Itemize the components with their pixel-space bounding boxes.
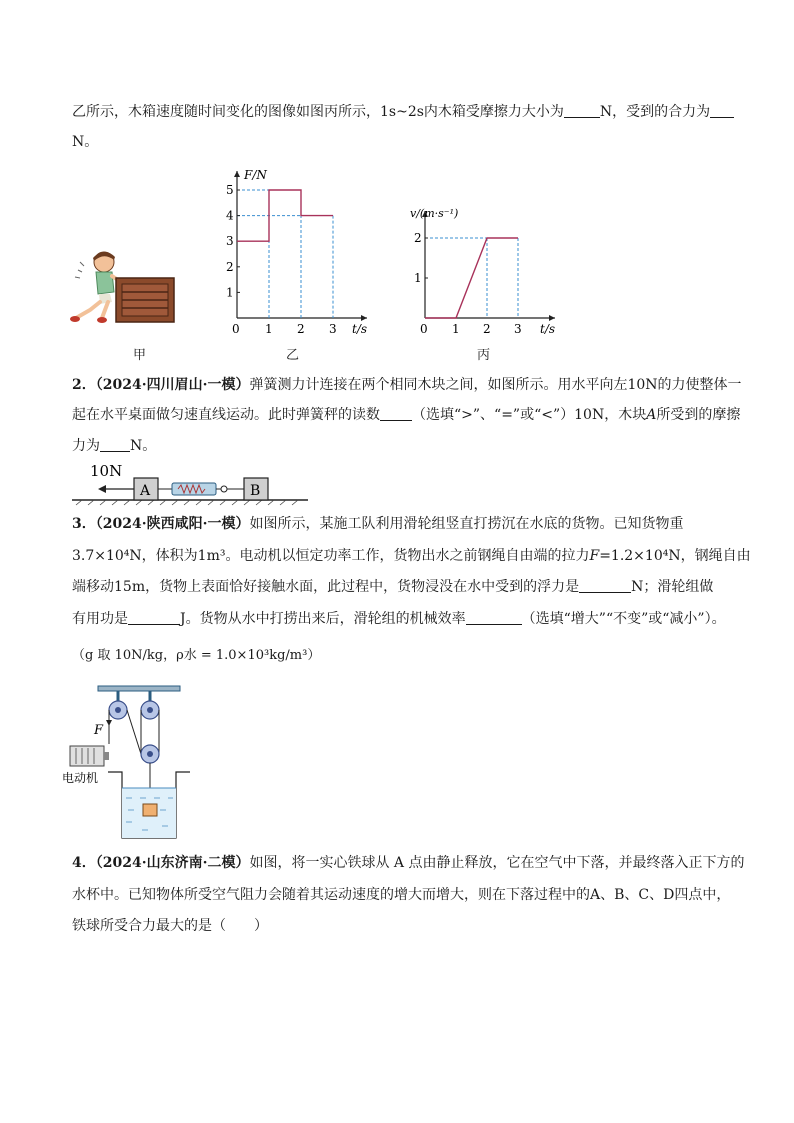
- y-tick-label: 5: [226, 183, 234, 197]
- motor-label: 电动机: [62, 771, 99, 785]
- x-axis-label: t/s: [540, 322, 556, 336]
- spring-scale-blocks-figure: [72, 462, 312, 506]
- q4-line-3: 铁球所受合力最大的是（ ）: [72, 918, 268, 934]
- pulley-system-figure: [62, 682, 202, 842]
- q2-line-1: 2．（2024·四川眉山·一模）弹簧测力计连接在两个相同木块之间，如图所示。用水平向左10N的力使整体一: [72, 377, 742, 393]
- origin-label: 0: [420, 322, 428, 336]
- answer-blank[interactable]: [466, 610, 522, 625]
- q3-line-2: 3.7×10⁴N，体积为1m³。电动机以恒定功率工作，货物出水之前钢绳自由端的拉力F=1.2×10⁴N，钢绳自由: [72, 548, 751, 564]
- answer-blank[interactable]: [564, 103, 600, 118]
- caption-bing: 丙: [477, 348, 491, 363]
- cargo-box: [143, 804, 157, 816]
- q1-line-2: N。: [72, 134, 99, 150]
- x-axis-arrow: [549, 315, 555, 321]
- velocity-time-graph: [410, 205, 570, 340]
- pull-arrow: [106, 720, 112, 726]
- q2-line-3: 力为 N。: [72, 438, 157, 454]
- y-axis-label: v/(m·s⁻¹): [410, 207, 459, 220]
- x-axis-label: t/s: [352, 322, 368, 336]
- y-tick-label: 1: [414, 271, 422, 285]
- y-tick-label: 3: [226, 234, 234, 249]
- velocity-series-line: [425, 238, 518, 318]
- q3-line-1: 3．（2024·陕西咸阳·一模）如图所示，某施工队利用滑轮组竖直打捞沉在水底的货物。已知货物重: [72, 516, 684, 532]
- y-axis-label: F/N: [244, 168, 267, 182]
- ceiling-beam: [98, 686, 180, 691]
- x-tick-label: 3: [514, 322, 522, 336]
- q3-line-3: 端移动15m，货物上表面恰好接触水面，此过程中，货物浸没在水中受到的浮力是 N；滑轮组做: [72, 579, 714, 595]
- q2-line-2: 起在水平桌面做匀速直线运动。此时弹簧秤的读数 （选填“>”、“=”或“<”）10N，木块A所受到的摩擦: [72, 407, 741, 423]
- boy-pushing-crate-figure: [66, 240, 186, 330]
- x-tick-label: 2: [297, 322, 305, 336]
- q4-line-2: 水杯中。已知物体所受空气阻力会随着其运动速度的增大而增大，则在下落过程中的A、B、C、D四点中，: [72, 887, 731, 903]
- caption-jia: 甲: [133, 348, 147, 363]
- x-tick-label: 1: [452, 322, 460, 336]
- motor-icon: [70, 746, 109, 766]
- force-label: 10N: [90, 462, 123, 480]
- y-axis-arrow: [234, 171, 240, 177]
- answer-blank[interactable]: [128, 610, 180, 625]
- movable-pulley-icon: [141, 745, 159, 763]
- answer-blank[interactable]: [579, 578, 631, 593]
- force-time-graph: [222, 165, 382, 340]
- answer-blank[interactable]: [100, 437, 130, 452]
- y-tick-label: 1: [226, 285, 234, 300]
- y-tick-label: 4: [226, 208, 234, 223]
- q1-line-1: 乙所示，木箱速度随时间变化的图像如图丙所示，1s~2s内木箱受摩擦力大小为 N，受到的合力为: [72, 102, 734, 122]
- force-f-label: F: [94, 723, 104, 738]
- block-b-label: B: [250, 483, 261, 499]
- y-tick-label: 2: [226, 259, 234, 274]
- answer-blank[interactable]: [710, 103, 734, 118]
- answer-blank[interactable]: [380, 406, 412, 421]
- origin-label: 0: [232, 322, 240, 336]
- y-tick-label: 2: [414, 231, 422, 245]
- x-tick-label: 1: [265, 322, 273, 336]
- q4-line-1: 4．（2024·山东济南·二模）如图，将一实心铁球从 A 点由静止释放，它在空气中下落，并最终落入正下方的: [72, 855, 745, 871]
- fixed-pulley-icon: [109, 701, 159, 719]
- q3-line-4: 有用功是 J。货物从水中打捞出来后，滑轮组的机械效率 （选填“增大”“不变”或“减小”）。: [72, 611, 726, 627]
- caption-yi: 乙: [286, 348, 300, 363]
- force-arrow-head: [98, 485, 106, 493]
- crate-icon: [116, 278, 174, 322]
- x-tick-label: 3: [329, 322, 337, 336]
- x-tick-label: 2: [483, 322, 491, 336]
- block-a-label: A: [140, 483, 151, 499]
- x-axis-arrow: [361, 315, 367, 321]
- boy-icon: [70, 252, 118, 323]
- q3-line-5: （g 取 10N/kg，ρ水 = 1.0×10³kg/m³）: [72, 648, 321, 663]
